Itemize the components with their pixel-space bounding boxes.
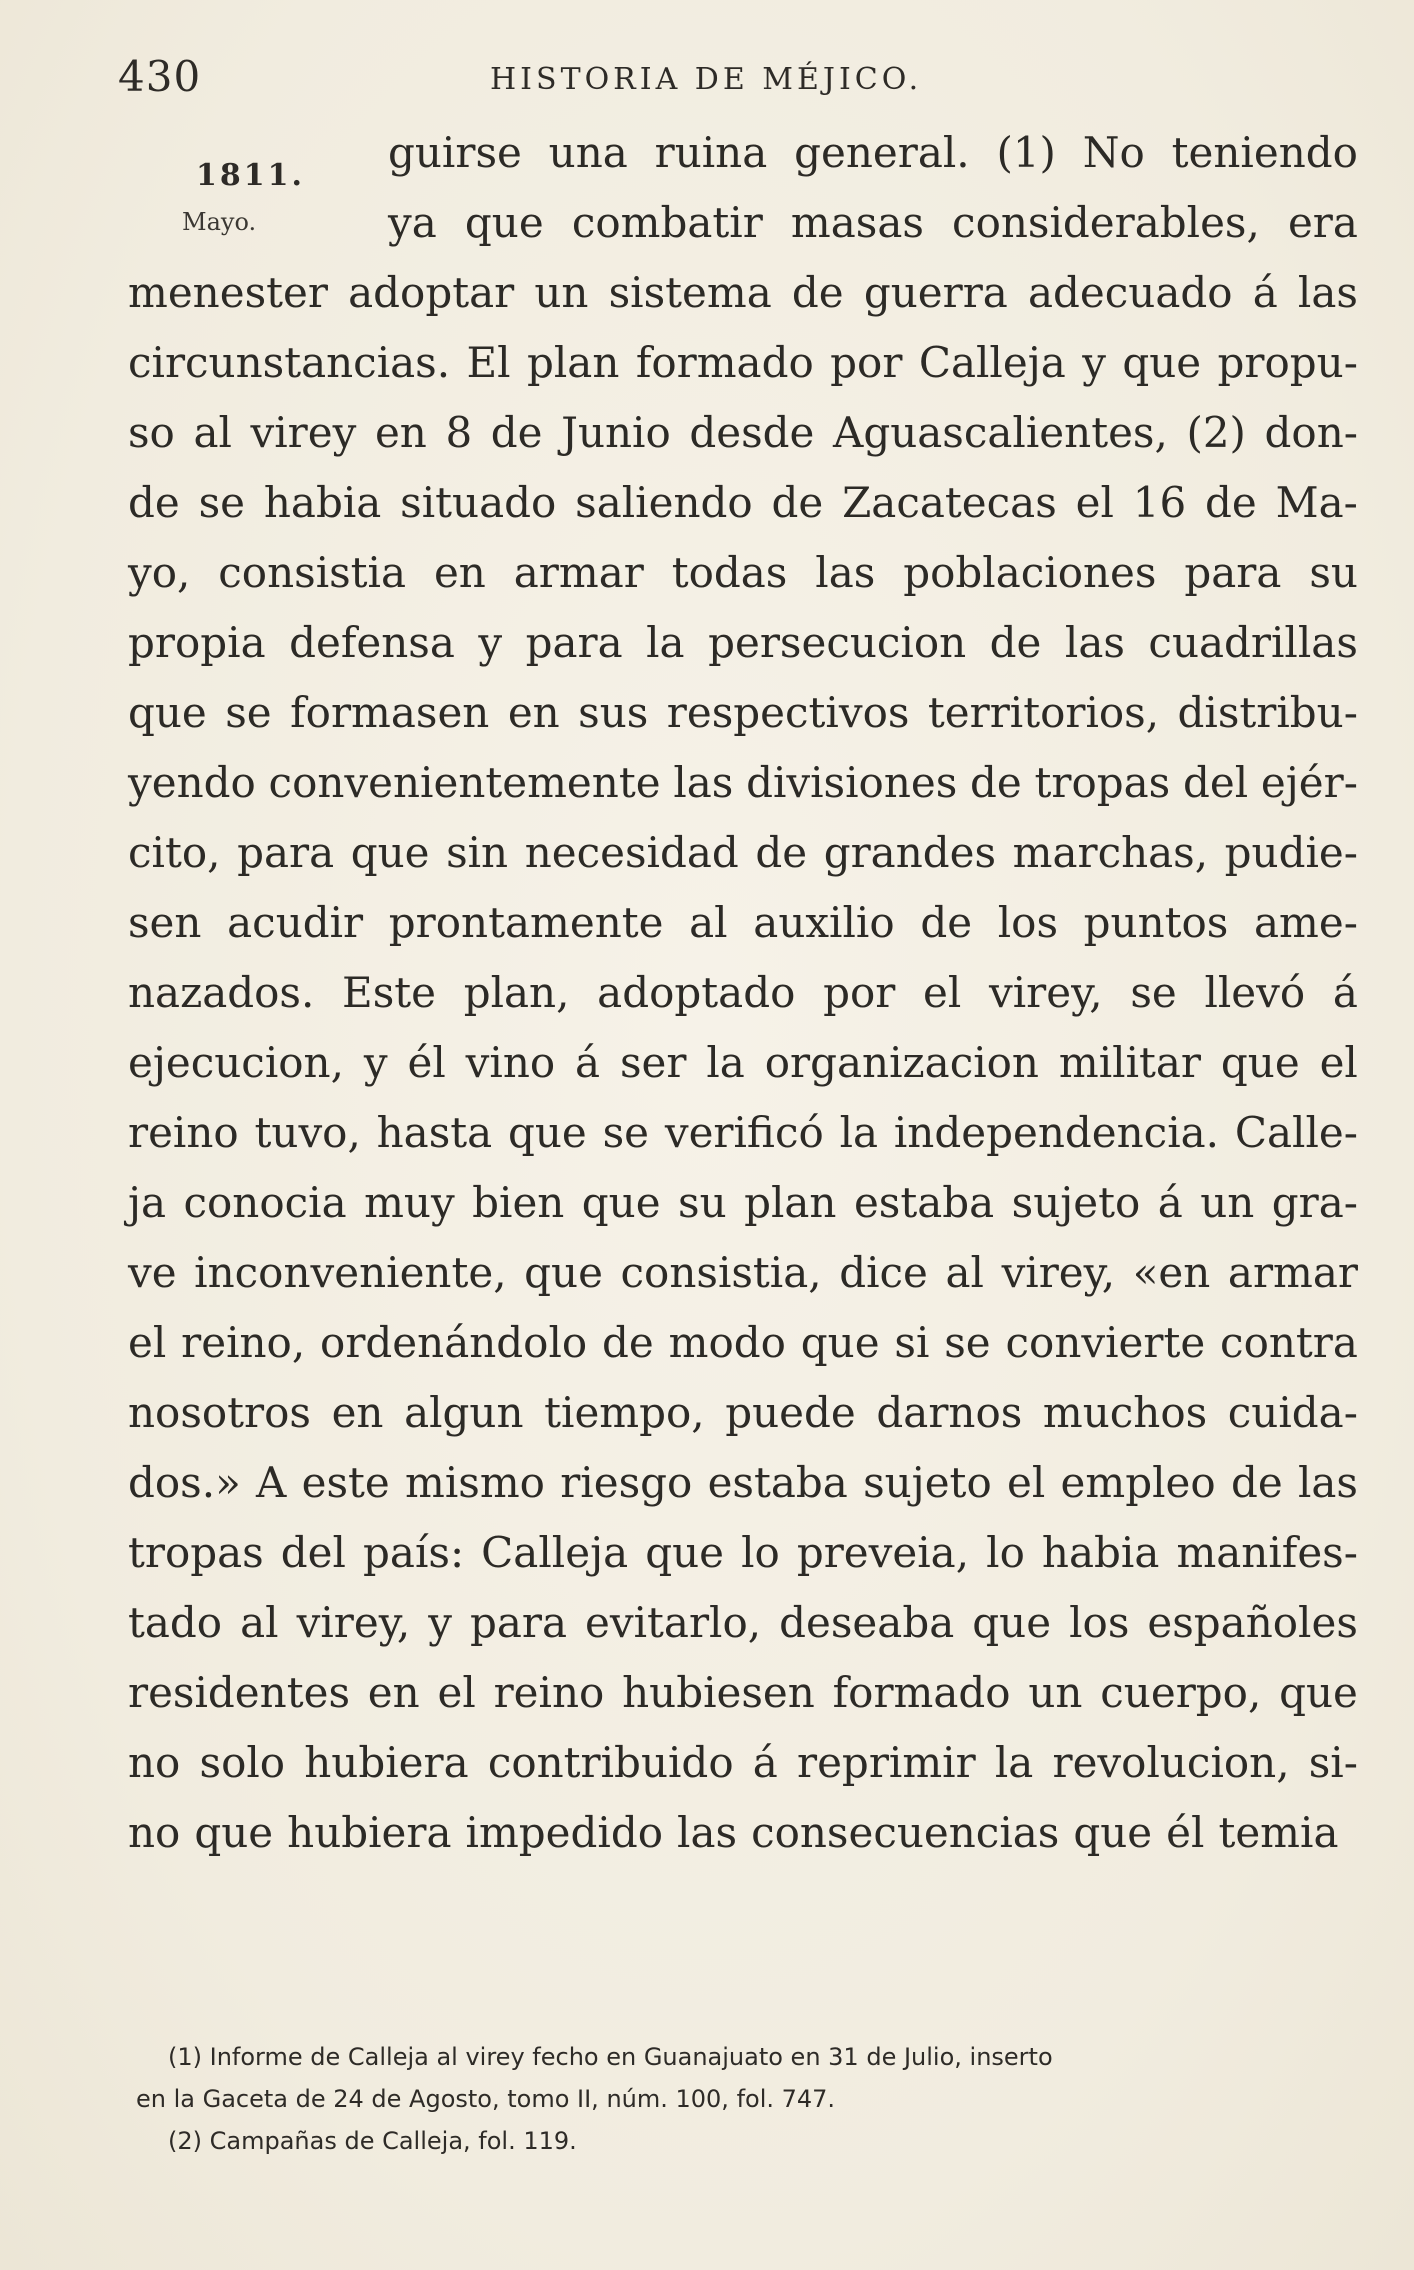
word: él: [1166, 1808, 1205, 1857]
word: país:: [363, 1528, 465, 1577]
word: las: [677, 1808, 738, 1857]
footnotes: [136, 2036, 1368, 2162]
word: tuvo,: [254, 1108, 361, 1157]
text-line: [128, 1168, 1358, 1238]
word: si-: [1308, 1738, 1358, 1787]
text-line: [128, 1308, 1358, 1378]
word: á: [575, 1038, 601, 1087]
word: necesidad: [524, 828, 739, 877]
word: ame-: [1254, 898, 1358, 947]
word: en: [367, 1668, 420, 1717]
word: plan,: [463, 968, 570, 1017]
word: de: [791, 268, 844, 317]
word: ruina: [654, 128, 768, 177]
word: consistia,: [620, 1248, 822, 1297]
text-line: [128, 1798, 1358, 1868]
word: ya: [388, 198, 437, 247]
text-line: [128, 398, 1358, 468]
word: las: [815, 548, 876, 597]
word: su: [678, 1178, 727, 1227]
word: 8: [445, 408, 473, 457]
word: el: [1075, 478, 1114, 527]
word: prontamente: [388, 898, 664, 947]
word: tiempo,: [544, 1388, 705, 1437]
word: de: [602, 1318, 654, 1367]
word: tropas: [1034, 758, 1171, 807]
word: reino: [493, 1668, 605, 1717]
footnote-2: (2) Campañas de Calleja, fol. 119.: [168, 2127, 577, 2155]
word: mismo: [405, 1458, 545, 1507]
text-line: [128, 678, 1358, 748]
word: y: [478, 618, 503, 667]
word: un: [1028, 1668, 1083, 1717]
word: ve: [128, 1248, 177, 1297]
word: Aguascalientes,: [833, 408, 1168, 457]
word: cuadrillas: [1148, 618, 1358, 667]
text-line: [128, 1098, 1358, 1168]
word: por: [823, 968, 896, 1017]
word: adoptado: [597, 968, 796, 1017]
text-line: [128, 1378, 1358, 1448]
word: guirse: [388, 128, 522, 177]
word: acudir: [227, 898, 364, 947]
word: sin: [446, 828, 509, 877]
word: era: [1287, 198, 1358, 247]
word: saliendo: [575, 478, 753, 527]
word: conocia: [183, 1178, 347, 1227]
footnote-1-continuation: en la Gaceta de 24 de Agosto, tomo II, núm. 100, fol. 747.: [136, 2085, 836, 2113]
word: lo: [986, 1528, 1025, 1577]
word: formado: [635, 338, 814, 387]
word: se: [225, 688, 272, 737]
word: que: [524, 1248, 603, 1297]
word: á: [752, 1738, 778, 1787]
word: propu-: [1217, 338, 1358, 387]
word: hubiera: [287, 1808, 452, 1857]
word: habia: [1041, 1528, 1160, 1577]
word: reino: [128, 1108, 239, 1157]
text-line: [128, 1518, 1358, 1588]
text-line: [128, 1028, 1358, 1098]
text-line: [128, 748, 1358, 818]
text-line: [128, 888, 1358, 958]
word: Junio: [561, 408, 671, 457]
word: territorios,: [927, 688, 1160, 737]
word: para: [525, 618, 623, 667]
word: un: [1200, 1178, 1255, 1227]
word: de: [970, 758, 1022, 807]
word: este: [301, 1458, 390, 1507]
word: armar: [1227, 1248, 1358, 1297]
word: desde: [689, 408, 815, 457]
word: Ma-: [1275, 478, 1358, 527]
word: las: [673, 758, 734, 807]
word: Calleja: [918, 338, 1066, 387]
word: se: [602, 1108, 650, 1157]
word: sujeto: [1011, 1178, 1141, 1227]
word: adoptar: [348, 268, 515, 317]
text-line: [128, 538, 1358, 608]
word: al: [240, 1598, 279, 1647]
word: inconveniente,: [194, 1248, 507, 1297]
word: solo: [199, 1738, 286, 1787]
word: ejecucion,: [128, 1038, 344, 1087]
word: estaba: [853, 1178, 995, 1227]
word: formado: [832, 1668, 1011, 1717]
word: residentes: [128, 1668, 350, 1717]
word: gra-: [1271, 1178, 1358, 1227]
word: que: [1220, 1038, 1300, 1087]
text-line: [128, 818, 1358, 888]
word: reprimir: [797, 1738, 976, 1787]
word: muy: [364, 1178, 455, 1227]
word: que: [1279, 1668, 1358, 1717]
word: los: [1069, 1598, 1130, 1647]
word: en: [374, 408, 427, 457]
word: deseaba: [779, 1598, 955, 1647]
word: divisiones: [746, 758, 958, 807]
word: se: [1130, 968, 1177, 1017]
word: llevó: [1204, 968, 1306, 1017]
word: consecuencias: [751, 1808, 1060, 1857]
word: un: [534, 268, 589, 317]
word: de: [755, 828, 808, 877]
word: circunstancias.: [128, 338, 451, 387]
word: preveia,: [796, 1528, 970, 1577]
word: las: [1297, 268, 1358, 317]
word: riesgo: [560, 1458, 693, 1507]
word: puede: [725, 1388, 856, 1437]
word: impedido: [465, 1808, 664, 1857]
text-line: [128, 118, 1358, 188]
word: guerra: [863, 268, 1008, 317]
word: virey,: [1001, 1248, 1116, 1297]
word: plan: [744, 1178, 837, 1227]
word: que: [128, 688, 207, 737]
word: combatir: [571, 198, 763, 247]
word: que: [508, 1108, 587, 1157]
word: las: [1297, 1458, 1358, 1507]
word: propia: [128, 618, 266, 667]
word: hubiera: [304, 1738, 469, 1787]
word: (1): [996, 128, 1056, 177]
word: virey,: [296, 1598, 411, 1647]
word: convierte: [1005, 1318, 1206, 1367]
page-number: 430: [118, 52, 202, 101]
word: lo: [741, 1528, 780, 1577]
text-line: [128, 1448, 1358, 1518]
word: al: [193, 408, 232, 457]
word: de: [128, 478, 180, 527]
word: todas: [671, 548, 788, 597]
word: las: [1064, 618, 1125, 667]
word: A: [256, 1458, 287, 1507]
word: para: [237, 828, 335, 877]
word: de: [920, 898, 973, 947]
word: considerables,: [952, 198, 1260, 247]
word: ser: [619, 1038, 687, 1087]
text-line: [128, 1658, 1358, 1728]
word: en: [433, 548, 486, 597]
word: ejér-: [1260, 758, 1358, 807]
word: al: [945, 1248, 984, 1297]
word: se: [944, 1318, 991, 1367]
word: adecuado: [1027, 268, 1233, 317]
word: virey,: [989, 968, 1103, 1017]
word: del: [1182, 758, 1249, 807]
word: Este: [342, 968, 436, 1017]
word: poblaciones: [903, 548, 1157, 597]
word: en: [507, 688, 560, 737]
text-line: [128, 468, 1358, 538]
word: de: [1230, 1458, 1283, 1507]
word: sujeto: [863, 1458, 992, 1507]
margin-note-year: 1811.: [196, 158, 305, 193]
word: los: [997, 898, 1058, 947]
text-line: [128, 608, 1358, 678]
footnote-1: (1) Informe de Calleja al virey fecho en Guanajuato en 31 de Julio, inserto: [168, 2043, 1053, 2071]
word: persecucion: [708, 618, 967, 667]
word: militar: [1058, 1038, 1201, 1087]
word: ordenándolo: [320, 1318, 588, 1367]
word: que: [350, 828, 430, 877]
word: que: [800, 1318, 880, 1367]
word: 16: [1132, 478, 1187, 527]
word: tropas: [128, 1528, 264, 1577]
word: plan: [526, 338, 620, 387]
word: marchas,: [1012, 828, 1209, 877]
word: verificó: [664, 1108, 824, 1157]
word: al: [689, 898, 728, 947]
word: situado: [400, 478, 557, 527]
word: formasen: [290, 688, 490, 737]
text-line: [128, 1238, 1358, 1308]
word: convenientemente: [268, 758, 661, 807]
word: (2): [1186, 408, 1246, 457]
word: consistia: [218, 548, 407, 597]
word: empleo: [1060, 1458, 1216, 1507]
word: cito,: [128, 828, 221, 877]
word: masas: [790, 198, 924, 247]
word: reino,: [181, 1318, 306, 1367]
word: la: [839, 1108, 879, 1157]
word: él: [407, 1038, 446, 1087]
text-line: [128, 1588, 1358, 1658]
word: muchos: [1042, 1388, 1208, 1437]
word: bien: [472, 1178, 565, 1227]
word: de: [989, 618, 1042, 667]
word: de: [1205, 478, 1257, 527]
word: Calleja: [481, 1528, 629, 1577]
word: organizacion: [764, 1038, 1039, 1087]
word: de: [771, 478, 824, 527]
word: su: [1309, 548, 1358, 597]
word: no: [128, 1808, 181, 1857]
word: que: [194, 1808, 274, 1857]
word: sen: [128, 898, 202, 947]
running-head: HISTORIA DE MÉJICO.: [490, 62, 923, 97]
word: hasta: [376, 1108, 493, 1157]
word: se: [198, 478, 246, 527]
text-line: [128, 188, 1358, 258]
text-line: [128, 1728, 1358, 1798]
word: en: [331, 1388, 384, 1437]
word: por: [830, 338, 903, 387]
word: españoles: [1147, 1598, 1358, 1647]
text-line: [128, 328, 1358, 398]
word: armar: [513, 548, 644, 597]
word: evitarlo,: [585, 1598, 762, 1647]
text-line: [128, 258, 1358, 328]
word: algun: [404, 1388, 524, 1437]
word: y: [363, 1038, 388, 1087]
word: que: [972, 1598, 1052, 1647]
word: general.: [794, 128, 970, 177]
word: independencia.: [893, 1108, 1220, 1157]
word: á: [1332, 968, 1358, 1017]
word: menester: [128, 268, 328, 317]
word: y: [1082, 338, 1106, 387]
word: virey: [250, 408, 357, 457]
word: cuerpo,: [1100, 1668, 1262, 1717]
word: grandes: [823, 828, 997, 877]
word: pudie-: [1224, 828, 1358, 877]
word: nosotros: [128, 1388, 311, 1437]
word: la: [706, 1038, 745, 1087]
word: respectivos: [666, 688, 910, 737]
word: estaba: [707, 1458, 848, 1507]
text-line: [128, 958, 1358, 1028]
word: auxilio: [753, 898, 895, 947]
word: no: [128, 1738, 181, 1787]
word: hubiesen: [622, 1668, 815, 1717]
word: vino: [465, 1038, 556, 1087]
word: el: [1006, 1458, 1046, 1507]
body-text: [128, 118, 1358, 1868]
word: manifes-: [1176, 1528, 1358, 1577]
word: revolucion,: [1052, 1738, 1290, 1787]
word: el: [128, 1318, 167, 1367]
word: «en: [1132, 1248, 1211, 1297]
word: el: [923, 968, 962, 1017]
word: distribu-: [1177, 688, 1358, 737]
word: nazados.: [128, 968, 315, 1017]
word: que: [581, 1178, 661, 1227]
word: Calle-: [1234, 1108, 1358, 1157]
word: para: [469, 1598, 568, 1647]
word: que: [1122, 338, 1202, 387]
word: don-: [1264, 408, 1358, 457]
word: dos.»: [128, 1458, 241, 1507]
word: No: [1082, 128, 1145, 177]
word: la: [994, 1738, 1034, 1787]
word: que: [464, 198, 544, 247]
word: á: [1157, 1178, 1183, 1227]
word: modo: [668, 1318, 786, 1367]
word: si: [894, 1318, 930, 1367]
word: el: [1319, 1038, 1358, 1087]
word: El: [466, 338, 511, 387]
word: cuida-: [1227, 1388, 1358, 1437]
word: Zacatecas: [842, 478, 1057, 527]
word: ja: [128, 1178, 167, 1227]
word: la: [646, 618, 685, 667]
word: defensa: [289, 618, 455, 667]
word: contribuido: [487, 1738, 734, 1787]
word: temia: [1218, 1808, 1339, 1857]
word: tado: [128, 1598, 223, 1647]
word: para: [1184, 548, 1282, 597]
word: teniendo: [1171, 128, 1358, 177]
word: yendo: [128, 758, 256, 807]
word: darnos: [876, 1388, 1023, 1437]
word: yo,: [128, 548, 191, 597]
word: el: [437, 1668, 476, 1717]
word: que: [645, 1528, 724, 1577]
word: puntos: [1083, 898, 1229, 947]
word: dice: [839, 1248, 928, 1297]
word: á: [1252, 268, 1278, 317]
word: sistema: [608, 268, 772, 317]
word: so: [128, 408, 175, 457]
word: del: [280, 1528, 346, 1577]
word: una: [548, 128, 628, 177]
word: sus: [578, 688, 649, 737]
word: de: [490, 408, 543, 457]
word: que: [1073, 1808, 1153, 1857]
word: contra: [1220, 1318, 1358, 1367]
word: habia: [263, 478, 382, 527]
word: y: [428, 1598, 452, 1647]
margin-note-month: Mayo.: [182, 208, 257, 236]
